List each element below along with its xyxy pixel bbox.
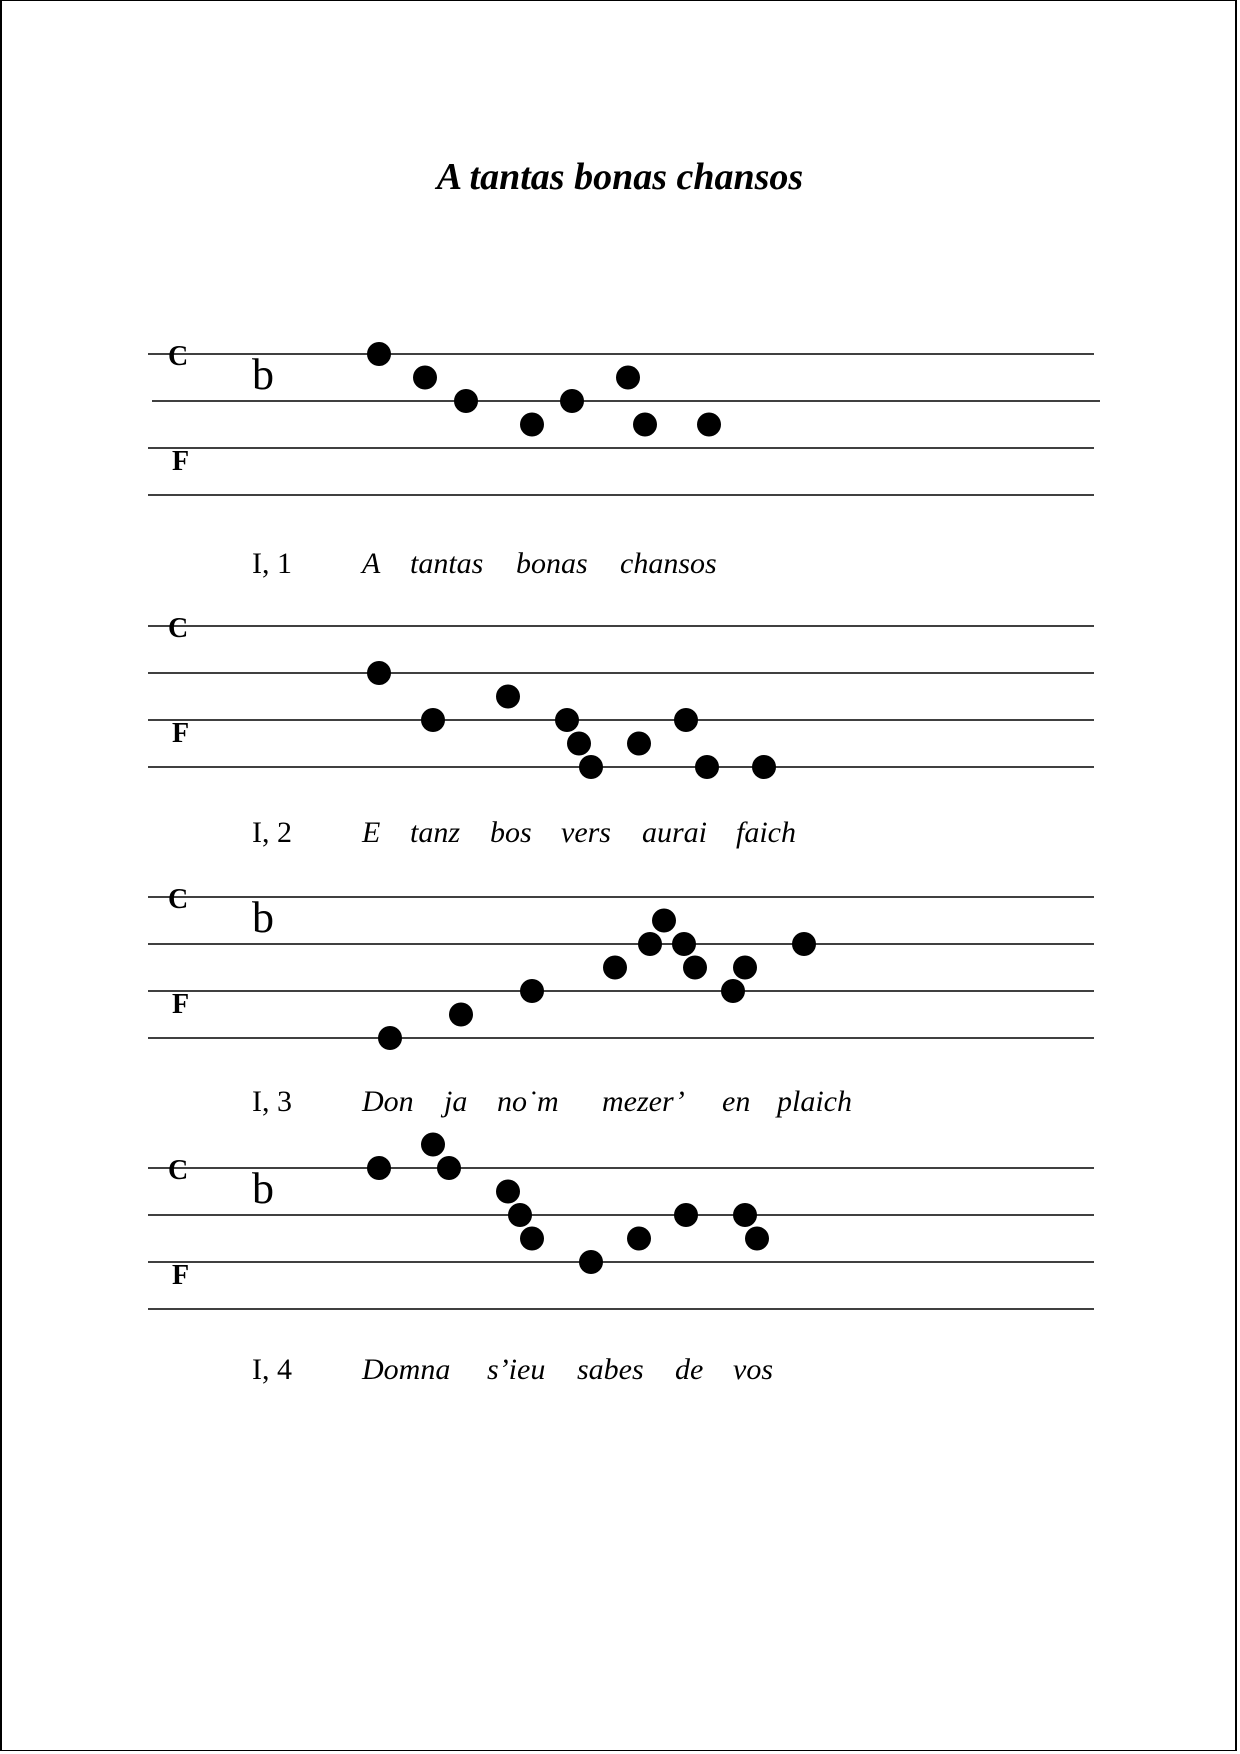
c-clef: C xyxy=(168,341,189,372)
lyric-word: mezer’ xyxy=(602,1085,685,1118)
flat-sign: b xyxy=(252,893,274,942)
staff-1 xyxy=(148,341,1100,495)
neume-note xyxy=(745,1227,769,1251)
neume-note xyxy=(567,732,591,756)
neume-note xyxy=(695,755,719,779)
lyric-word: bonas xyxy=(516,547,588,580)
f-clef: F xyxy=(172,718,190,749)
lyric-word: Domna xyxy=(362,1353,451,1386)
line-label-1: I, 1 xyxy=(252,547,292,580)
neume-note xyxy=(697,413,721,437)
lyric-word: s’ieu xyxy=(487,1353,546,1386)
staff-4 xyxy=(148,1133,1094,1310)
neume-note xyxy=(367,342,391,366)
neume-note xyxy=(367,661,391,685)
neume-note xyxy=(627,732,651,756)
neume-note xyxy=(603,956,627,980)
page-title: A tantas bonas chansos xyxy=(436,156,804,198)
neume-note xyxy=(792,932,816,956)
neume-note xyxy=(508,1203,532,1227)
c-clef: C xyxy=(168,613,189,644)
neume-note xyxy=(560,389,584,413)
neume-note xyxy=(378,1026,402,1050)
c-clef: C xyxy=(168,1155,189,1186)
staff-2 xyxy=(148,613,1094,779)
flat-sign: b xyxy=(252,1164,274,1213)
lyric-word: sabes xyxy=(577,1353,644,1386)
neume-note xyxy=(520,1227,544,1251)
lyric-word: aurai xyxy=(642,816,708,849)
line-label-3: I, 3 xyxy=(252,1085,292,1118)
lyric-word: chansos xyxy=(620,547,717,580)
neume-note xyxy=(421,1133,445,1157)
lyric-word: plaich xyxy=(777,1085,852,1118)
lyric-word: bos xyxy=(490,816,532,849)
neume-note xyxy=(752,755,776,779)
neume-note xyxy=(454,389,478,413)
neume-note xyxy=(496,1180,520,1204)
neume-note xyxy=(496,685,520,709)
lyric-word: ja xyxy=(444,1085,468,1118)
neume-note xyxy=(733,1203,757,1227)
neume-note xyxy=(674,1203,698,1227)
neume-note xyxy=(367,1156,391,1180)
neume-note xyxy=(579,1250,603,1274)
neume-note xyxy=(520,413,544,437)
neume-note xyxy=(555,708,579,732)
neume-note xyxy=(627,1227,651,1251)
neume-note xyxy=(421,708,445,732)
line-label-4: I, 4 xyxy=(252,1353,292,1386)
f-clef: F xyxy=(172,1260,190,1291)
lyric-word: A xyxy=(362,547,381,580)
f-clef: F xyxy=(172,989,190,1020)
lyric-word: no˙m xyxy=(497,1085,559,1118)
lyric-word: vos xyxy=(733,1353,773,1386)
lyric-word: faich xyxy=(736,816,796,849)
neume-note xyxy=(733,956,757,980)
line-label-2: I, 2 xyxy=(252,816,292,849)
lyric-word: de xyxy=(675,1353,704,1386)
lyric-word: tantas xyxy=(410,547,484,580)
neume-note xyxy=(520,979,544,1003)
neume-note xyxy=(672,932,696,956)
neume-note xyxy=(616,366,640,390)
staff-3 xyxy=(148,884,1094,1050)
c-clef: C xyxy=(168,884,189,915)
lyric-word: en xyxy=(722,1085,751,1118)
lyric-word: tanz xyxy=(410,816,461,849)
neume-note xyxy=(413,366,437,390)
lyric-word: E xyxy=(362,816,381,849)
lyric-word: vers xyxy=(561,816,611,849)
neume-note xyxy=(633,413,657,437)
neume-note xyxy=(579,755,603,779)
neume-note xyxy=(638,932,662,956)
neume-note xyxy=(721,979,745,1003)
flat-sign: b xyxy=(252,350,274,399)
neume-note xyxy=(652,909,676,933)
neume-note xyxy=(437,1156,461,1180)
neume-note xyxy=(449,1003,473,1027)
neume-note xyxy=(683,956,707,980)
neume-note xyxy=(674,708,698,732)
lyric-word: Don xyxy=(362,1085,414,1118)
f-clef: F xyxy=(172,446,190,477)
